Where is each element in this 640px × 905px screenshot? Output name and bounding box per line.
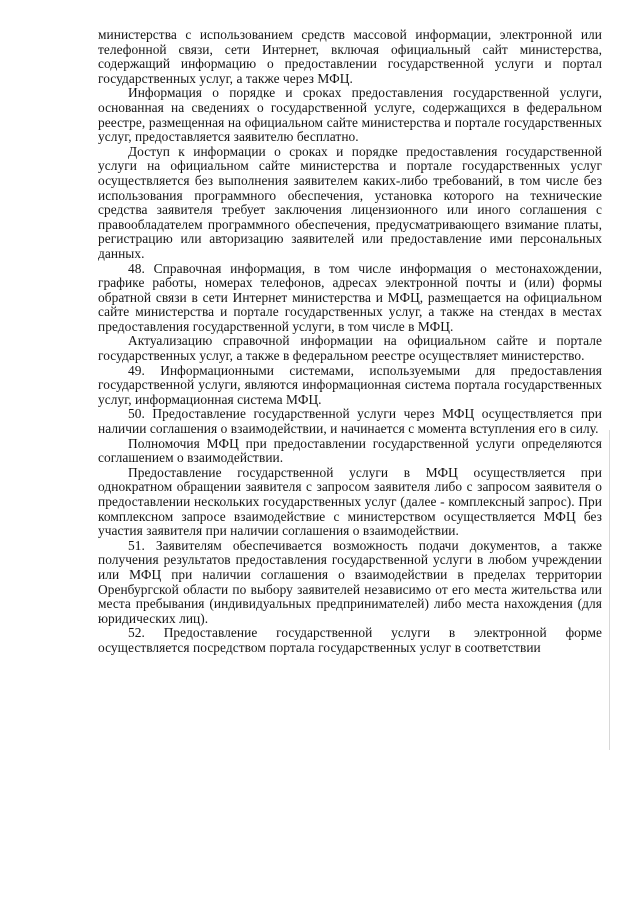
- paragraph-info-order: Информация о порядке и сроках предоставления государственной услуги, основанная на сведениях о государственной услуге, содержащихся в федеральном реестре, размещенная на официальном сайте министерства и портале государственных услуг, предоставляется заявителю бесплатно.: [98, 85, 602, 145]
- paragraph-49: 49. Информационными системами, используемыми для предоставления государственной услуги, являются информационная система портала государственных услуг, информационная система МФЦ.: [98, 362, 602, 407]
- paragraph-48: 48. Справочная информация, в том числе информация о местонахождении, графике работы, номерах телефонов, адресах электронной почты и (или) формы обратной связи в сети Интернет министерства и МФЦ, размещается на официальном сайте министерства и портале государственных услуг, а также на стендах в местах предоставления государственной услуги, в том числе в МФЦ.: [98, 260, 602, 334]
- scan-edge-line: [609, 430, 610, 750]
- paragraph-continuation: министерства с использованием средств массовой информации, электронной или телефонной связи, сети Интернет, включая официальный сайт министерства, содержащий информацию о предоставлении государственной услуги и портал государственных услуг, а также через МФЦ.: [98, 27, 602, 86]
- paragraph-access: Доступ к информации о сроках и порядке предоставления государственной услуги на официальном сайте министерства и портале государственных услуг осуществляется без выполнения заявителем каких-либо требований, в том числе без использования программного обеспечения, установка которого на технические средства заявителя требует заключения лицензионного или иного соглашения с правообладателем программного обеспечения, предусматривающего взимание платы, регистрацию или авторизацию заявителей или предоставление ими персональных данных.: [98, 143, 602, 261]
- paragraph-50: 50. Предоставление государственной услуги через МФЦ осуществляется при наличии соглашения о взаимодействии, и начинается с момента вступления его в силу.: [98, 406, 602, 437]
- paragraph-mfc-powers: Полномочия МФЦ при предоставлении государственной услуги определяются соглашением о взаимодействии.: [98, 435, 602, 466]
- paragraph-51: 51. Заявителям обеспечивается возможность подачи документов, а также получения результатов предоставления государственной услуги в любом учреждении или МФЦ при наличии соглашения о взаимодействии в пределах территории Оренбургской области по выбору заявителей независимо от его места жительства или места пребывания (индивидуальных предпринимателей) либо места нахождения (для юридических лиц).: [98, 537, 602, 626]
- paragraph-52: 52. Предоставление государственной услуги в электронной форме осуществляется посредством портала государственных услуг в соответствии: [98, 625, 602, 655]
- paragraph-mfc-service: Предоставление государственной услуги в МФЦ осуществляется при однократном обращении заявителя с запросом заявителя либо с запросом заявителя о предоставлении нескольких государственных услуг (далее - комплексный запрос). При комплексном запросе взаимодействие с министерством осуществляется МФЦ без участия заявителя при наличии соглашения о взаимодействии.: [98, 464, 602, 539]
- paragraph-actualization: Актуализацию справочной информации на официальном сайте и портале государственных услуг, а также в федеральном реестре осуществляет министерство.: [98, 333, 602, 364]
